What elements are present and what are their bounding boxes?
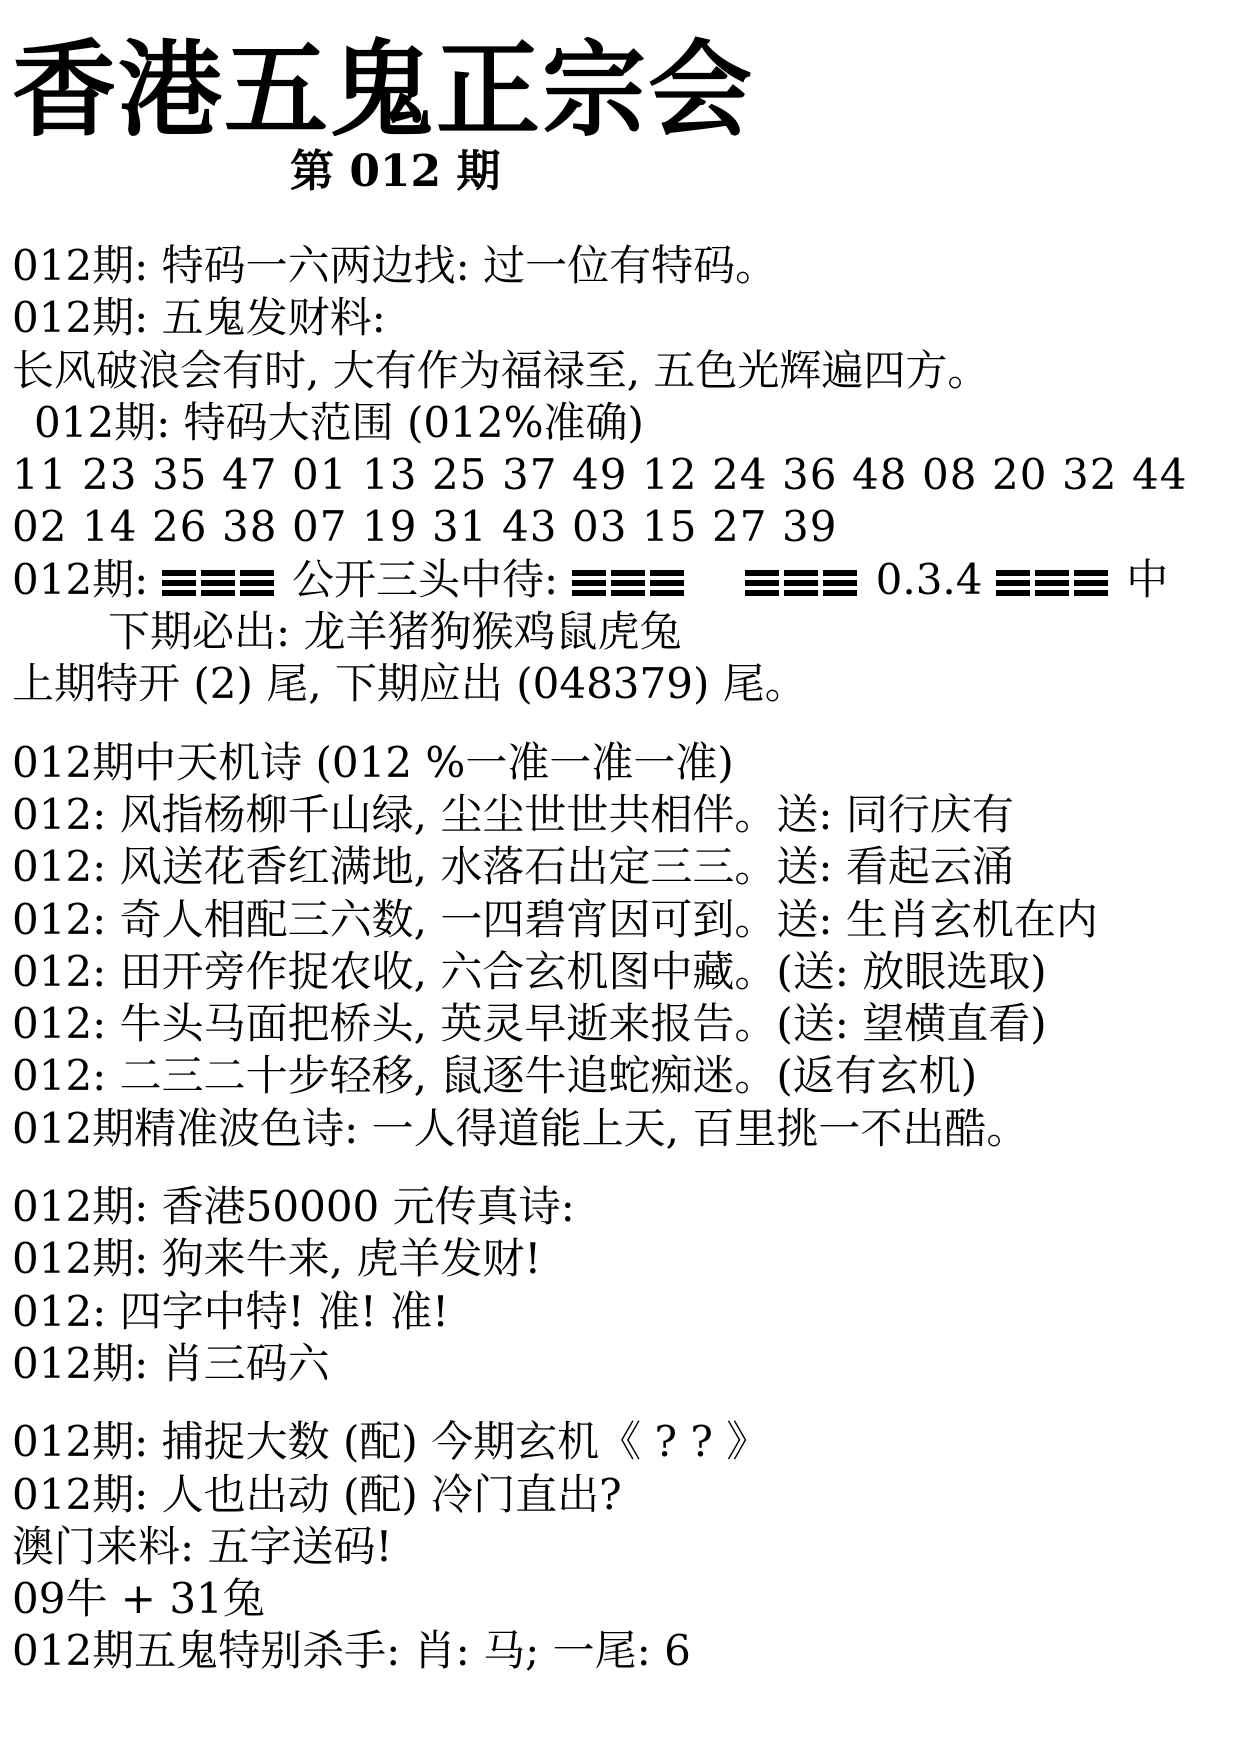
text-line: 012: 牛头马面把桥头, 英灵早逝来报告。(送: 望横直看) [12,999,1047,1049]
number-cell: 13 [362,450,418,500]
number-cell: 43 [502,502,558,552]
number-cell: 31 [432,502,488,552]
line-prefix: 012期: [12,554,162,604]
text-line: 012: 田开旁作捉农收, 六合玄机图中藏。(送: 放眼选取) [12,946,1047,996]
number-cell: 35 [152,450,208,500]
number-cell: 14 [82,502,138,552]
text-line: 09牛 + 31兔 [12,1574,265,1624]
number-cell: 11 [12,450,68,500]
number-cell: 44 [1132,450,1188,500]
line-text: 中 [1126,554,1169,604]
number-cell: 20 [992,450,1048,500]
redaction-blocks [572,554,689,606]
number-cell: 23 [82,450,138,500]
number-cell: 25 [432,450,488,500]
document-body [12,240,1237,1678]
text-line: 012: 奇人相配三六数, 一四碧宵因可到。送: 生肖玄机在内 [12,894,1098,944]
number-cell: 39 [782,502,838,552]
text-line: 012期: 狗来牛来, 虎羊发财! [12,1234,542,1284]
text-line: 012期: 特码一六两边找: 过一位有特码。 [12,241,778,290]
number-cell: 27 [712,502,768,552]
number-cell: 01 [292,450,348,500]
redaction-blocks [996,554,1113,606]
number-cell: 26 [152,502,208,552]
numbers-row-2 [12,501,1237,553]
number-cell: 47 [222,450,278,500]
number-cell: 15 [642,502,698,552]
numbers-row-1 [12,449,1237,501]
number-cell: 24 [712,450,768,500]
text-line: 012期: 五鬼发财料: [12,293,386,343]
text-line: 012期: 香港50000 元传真诗: [12,1182,575,1232]
text-line-with-redactions [12,554,1237,606]
text-line: 012期: 人也出动 (配) 冷门直出? [12,1469,622,1519]
text-line: 012: 二三二十步轻移, 鼠逐牛追蛇痴迷。(返有玄机) [12,1051,978,1101]
redaction-blocks [162,554,279,606]
number-cell: 08 [922,450,978,500]
text-line: 012期: 肖三码六 [12,1338,330,1388]
text-line: 012期: 特码大范围 (012%准确) [34,397,644,447]
text-line: 012: 风送花香红满地, 水落石出定三三。送: 看起云涌 [12,842,1014,892]
text-line: 012: 风指杨柳千山绿, 尘尘世世共相伴。送: 同行庆有 [12,789,1014,839]
redaction-blocks [745,554,862,606]
document-title: 香港五鬼正宗会 [12,28,755,151]
line-text: 0.3.4 [875,554,983,604]
number-cell: 03 [572,502,628,552]
text-line: 012期中天机诗 (012 %一准一准一准) [12,737,734,787]
issue-number: 第 012 期 [290,146,501,197]
line-text: 公开三头中待: [292,554,572,604]
number-cell: 07 [292,502,348,552]
text-line: 下期必出: 龙羊猪狗猴鸡鼠虎兔 [108,607,682,657]
text-line: 012: 四字中特! 准! 准! [12,1286,450,1336]
number-cell: 19 [362,502,418,552]
text-line: 012期精准波色诗: 一人得道能上天, 百里挑一不出酷。 [12,1103,1029,1153]
number-cell: 02 [12,502,68,552]
text-line: 澳门来料: 五字送码! [12,1521,393,1571]
number-cell: 38 [222,502,278,552]
number-cell: 48 [852,450,908,500]
text-line: 上期特开 (2) 尾, 下期应出 (048379) 尾。 [12,659,807,709]
number-cell: 49 [572,450,628,500]
number-cell: 32 [1062,450,1118,500]
text-line: 012期五鬼特别杀手: 肖: 马; 一尾: 6 [12,1626,691,1676]
text-line: 长风破浪会有时, 大有作为福禄至, 五色光辉遍四方。 [12,345,990,395]
number-cell: 37 [502,450,558,500]
number-cell: 12 [642,450,698,500]
number-cell: 36 [782,450,838,500]
text-line: 012期: 捕捉大数 (配) 今期玄机《 ? ? 》 [12,1417,769,1467]
